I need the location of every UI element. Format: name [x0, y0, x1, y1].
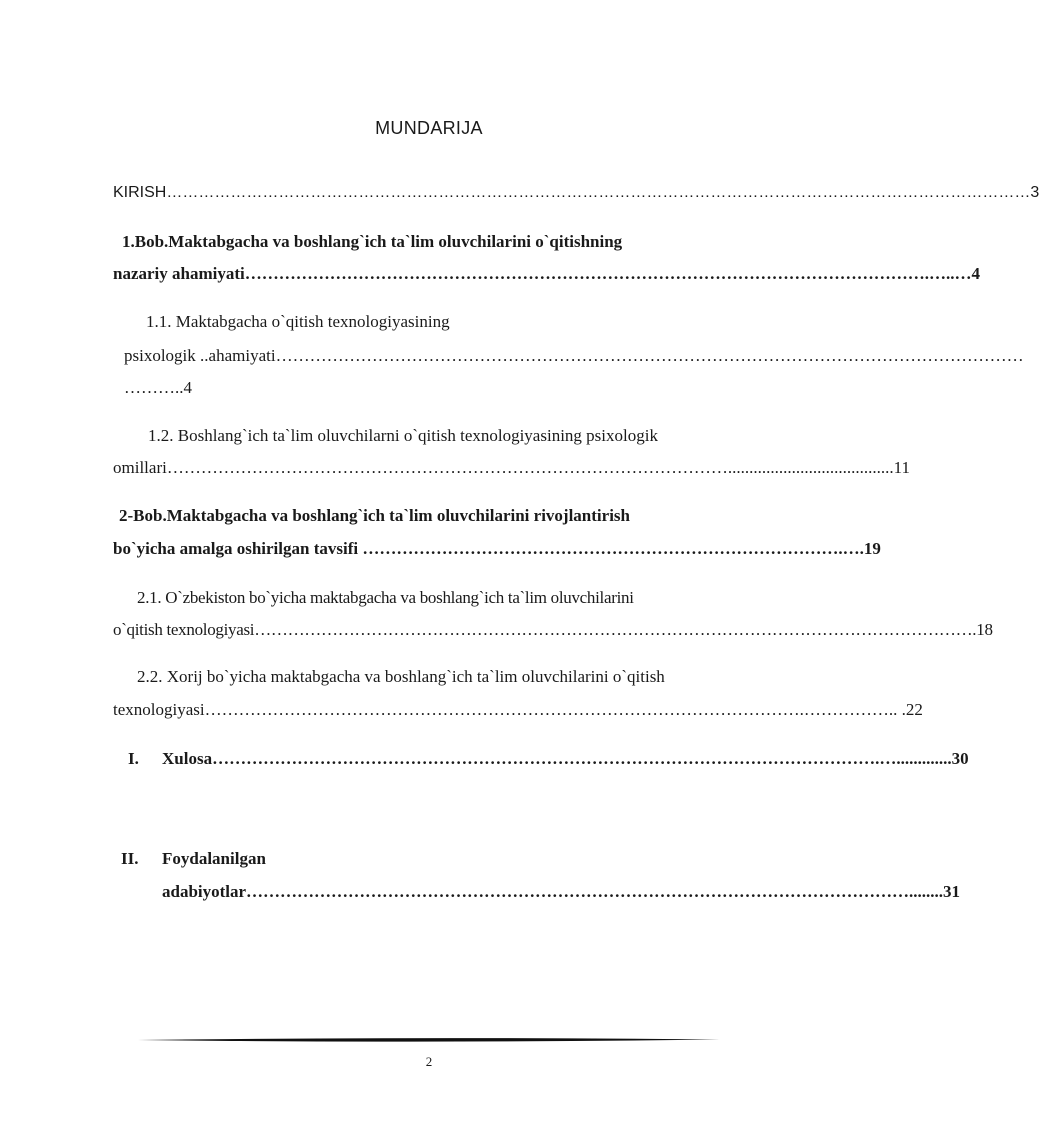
- toc-chapter-1-line-2: nazariy ahamiyati………………………………………………………………………………………………………….…..…4: [113, 264, 980, 283]
- toc-section-1-1-line-2: psixologik ..ahamiyati……………………………………………………………………………………………………………………: [124, 346, 1024, 365]
- toc-entry-xulosa: Xulosa……………………………………………………………………………………………………….….............30: [162, 749, 969, 768]
- toc-entry-kirish: KIRISH………………………………………………………………………………………………………………………………………………3: [113, 184, 1039, 201]
- toc-section-2-2-line-2: texnologiyasi…………………………………………………………………………………………….…………….. .22: [113, 700, 923, 719]
- toc-section-2-2-line-1: 2.2. Xorij bo`yicha maktabgacha va boshlang`ich ta`lim oluvchilarini o`qitish: [137, 667, 665, 686]
- toc-chapter-2-line-2: bo`yicha amalga oshirilgan tavsifi ………………………………………………………………………….….19: [113, 539, 881, 558]
- toc-section-2-1-line-2: o`qitish texnologiyasi………………………………………………………………………………………………………………….18: [113, 620, 993, 639]
- toc-chapter-2-line-1: 2-Bob.Maktabgacha va boshlang`ich ta`lim oluvchilarini rivojlantirish: [119, 506, 630, 525]
- toc-entry-adabiyotlar-line-2: adabiyotlar………………………………………………………………………………………………………........31: [162, 882, 961, 901]
- toc-section-1-2-line-1: 1.2. Boshlang`ich ta`lim oluvchilarni o`qitish texnologiyasining psixologik: [148, 426, 658, 445]
- page-title: MUNDARIJA: [375, 118, 483, 138]
- toc-section-2-1-line-1: 2.1. O`zbekiston bo`yicha maktabgacha va boshlang`ich ta`lim oluvchilarini: [137, 588, 634, 607]
- toc-chapter-1-line-1: 1.Bob.Maktabgacha va boshlang`ich ta`lim oluvchilarini o`qitishning: [122, 232, 623, 251]
- footer-divider: [138, 1036, 720, 1044]
- page-number: 2: [425, 1054, 433, 1069]
- toc-numeral-i: I.: [128, 749, 139, 768]
- toc-section-1-1-line-1: 1.1. Maktabgacha o`qitish texnologiyasining: [146, 312, 450, 331]
- toc-numeral-ii: II.: [121, 849, 139, 868]
- toc-section-1-2-line-2: omillari……………………………………………………………………………………….......................................11: [113, 458, 910, 477]
- toc-entry-adabiyotlar-line-1: Foydalanilgan: [162, 849, 266, 868]
- toc-section-1-1-line-3: ………..4: [124, 378, 192, 397]
